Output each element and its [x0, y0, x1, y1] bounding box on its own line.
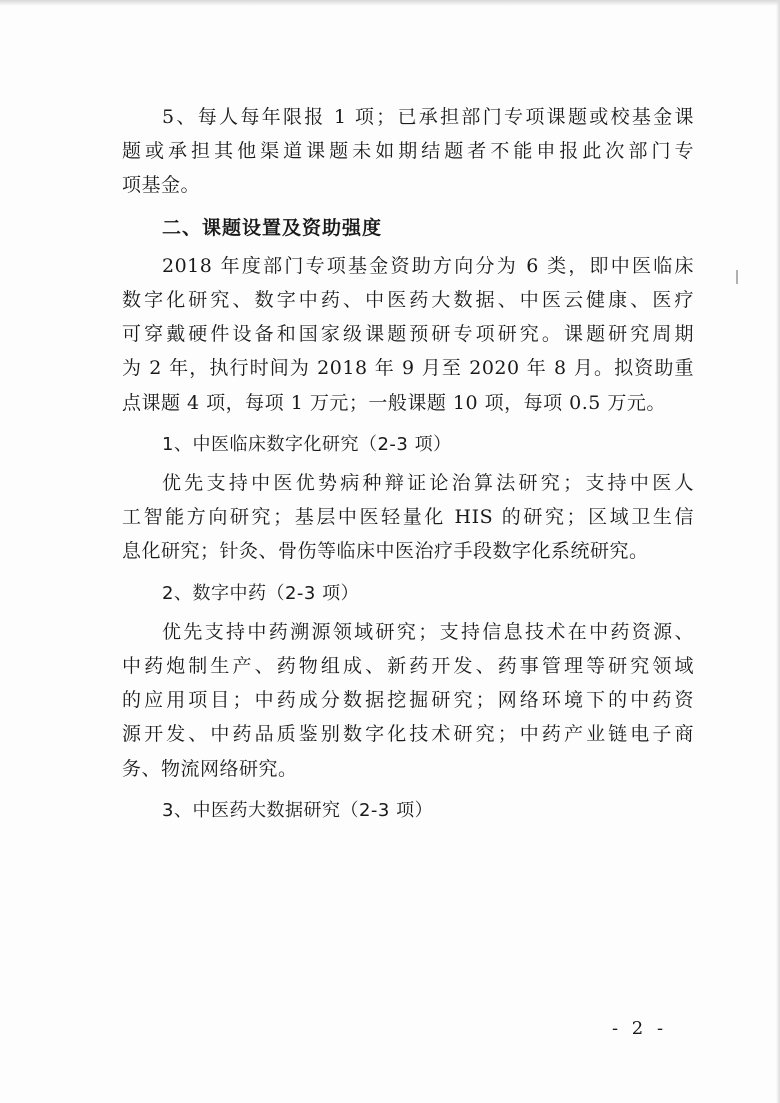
text-line: 务、物流网络研究。 [122, 757, 298, 780]
paragraph-digital-medicine [122, 615, 694, 786]
paragraph-funding-overview [122, 249, 694, 420]
text-line: 中药炮制生产、药物组成、新药开发、药事管理等研究领域 [122, 655, 694, 678]
text-line: 为 2 年，执行时间为 2018 年 9 月至 2020 年 8 月。拟资助重 [122, 357, 694, 380]
paragraph-clinical-digitization [122, 466, 694, 569]
text-line: 题或承担其他渠道课题未如期结题者不能申报此次部门专 [122, 140, 694, 163]
scan-edge-right [776, 0, 780, 1103]
subsection-heading-3: 3、中医药大数据研究（2-3 项） [162, 799, 434, 821]
text-line: 息化研究；针灸、骨伤等临床中医治疗手段数字化系统研究。 [122, 540, 649, 563]
text-line: 优先支持中药溯源领域研究；支持信息技术在中药资源、 [162, 620, 694, 643]
text-line: 优先支持中医优势病种辩证论治算法研究；支持中医人 [162, 472, 694, 495]
scan-mark [736, 270, 738, 284]
text-line: 可穿戴硬件设备和国家级课题预研专项研究。课题研究周期 [122, 323, 694, 346]
text-line: 5、每人每年限报 1 项；已承担部门专项课题或校基金课 [162, 106, 694, 128]
scan-edge-top [0, 0, 780, 6]
subsection-heading-2: 2、数字中药（2-3 项） [162, 582, 360, 604]
text-line: 2018 年度部门专项基金资助方向分为 6 类，即中医临床 [162, 254, 694, 277]
subsection-heading-1: 1、中医临床数字化研究（2-3 项） [162, 433, 452, 455]
text-line: 项基金。 [122, 174, 201, 197]
text-line: 数字化研究、数字中药、中医药大数据、中医云健康、医疗 [122, 289, 694, 312]
text-line: 点课题 4 项，每项 1 万元；一般课题 10 项，每项 0.5 万元。 [122, 391, 666, 414]
text-line: 源开发、中药品质鉴别数字化技术研究；中药产业链电子商 [122, 723, 694, 746]
section-heading: 二、课题设置及资助强度 [162, 216, 383, 239]
page-number: - 2 - [612, 1018, 668, 1039]
text-line: 工智能方向研究；基层中医轻量化 HIS 的研究；区域卫生信 [122, 506, 694, 529]
document-body [122, 100, 694, 832]
text-line: 的应用项目；中药成分数据挖掘研究；网络环境下的中药资 [122, 689, 694, 712]
paragraph-limit-rule [122, 100, 694, 203]
